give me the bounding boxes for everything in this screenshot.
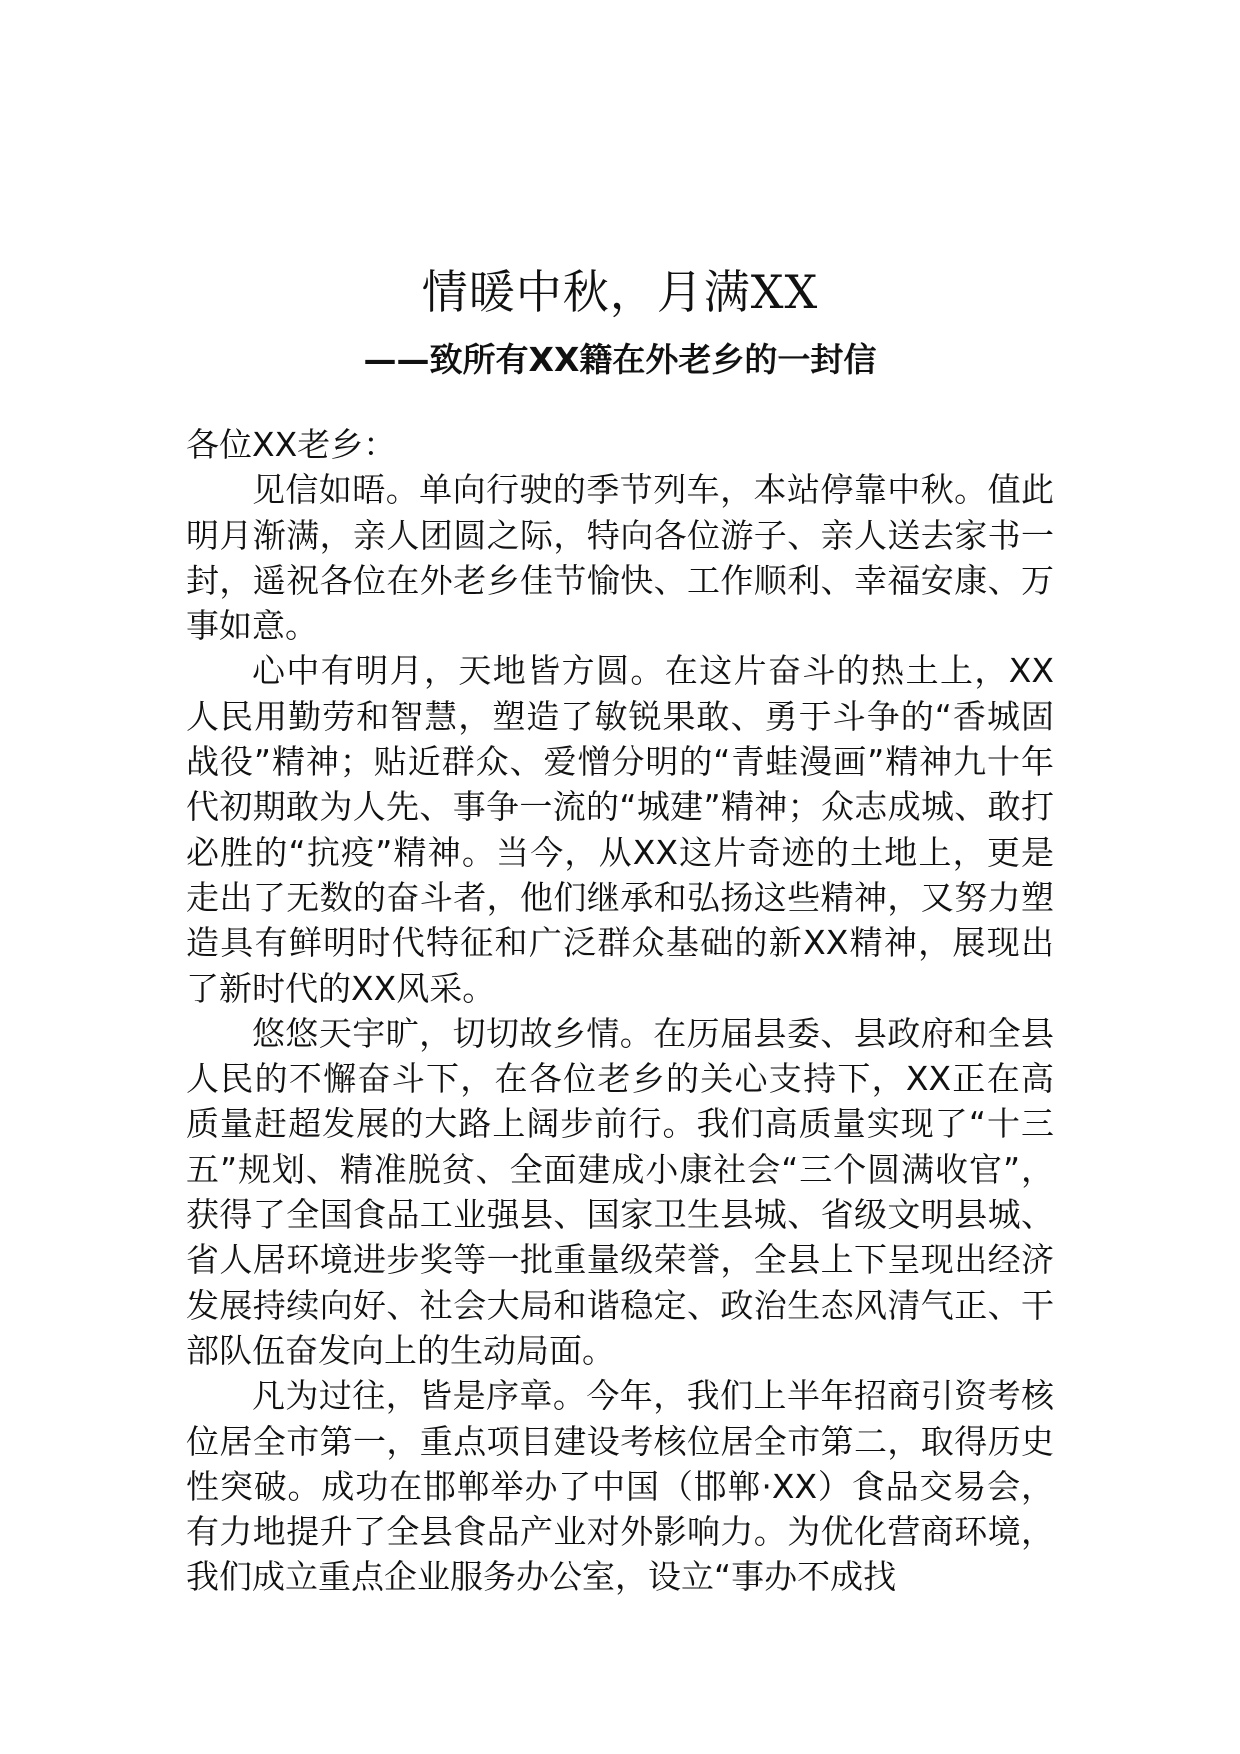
paragraph-development: 悠悠天宇旷，切切故乡情。在历届县委、县政府和全县人民的不懈奋斗下，在各位老乡的关心支持下，XX正在高质量赶超发展的大路上阔步前行。我们高质量实现了“十三五”规划、精准脱贫、全面建成小康社会“三个圆满收官”，获得了全国食品工业强县、国家卫生县城、省级文明县城、省人居环境进步奖等一批重量级荣誉，全县上下呈现出经济发展持续向好、社会大局和谐稳定、政治生态风清气正、干部队伍奋发向上的生动局面。 [186, 1013, 1054, 1370]
letter-body [186, 422, 1054, 1600]
paragraph-achievements: 凡为过往，皆是序章。今年，我们上半年招商引资考核位居全市第一，重点项目建设考核位居全市第二，取得历史性突破。成功在邯郸举办了中国（邯郸·XX）食品交易会，有力地提升了全县食品产业对外影响力。为优化营商环境，我们成立重点企业服务办公室，设立“事办不成找 [186, 1376, 1054, 1597]
salutation: 各位XX老乡： [186, 425, 397, 464]
paragraph-greeting: 见信如晤。单向行驶的季节列车，本站停靠中秋。值此明月渐满，亲人团圆之际，特向各位游子、亲人送去家书一封，遥祝各位在外老乡佳节愉快、工作顺利、幸福安康、万事如意。 [186, 470, 1054, 646]
letter-subtitle: ——致所有XX籍在外老乡的一封信 [363, 340, 877, 379]
paragraph-spirit: 心中有明月，天地皆方圆。在这片奋斗的热土上，XX人民用勤劳和智慧，塑造了敏锐果敢、勇于斗争的“香城固战役”精神；贴近群众、爱憎分明的“青蛙漫画”精神九十年代初期敢为人先、事争一流的“城建”精神；众志成城、敢打必胜的“抗疫”精神。当今，从XX这片奇迹的土地上，更是走出了无数的奋斗者，他们继承和弘扬这些精神，又努力塑造具有鲜明时代特征和广泛群众基础的新XX精神，展现出了新时代的XX风采。 [186, 651, 1054, 1008]
letter-title: 情暖中秋，月满XX [421, 265, 819, 319]
